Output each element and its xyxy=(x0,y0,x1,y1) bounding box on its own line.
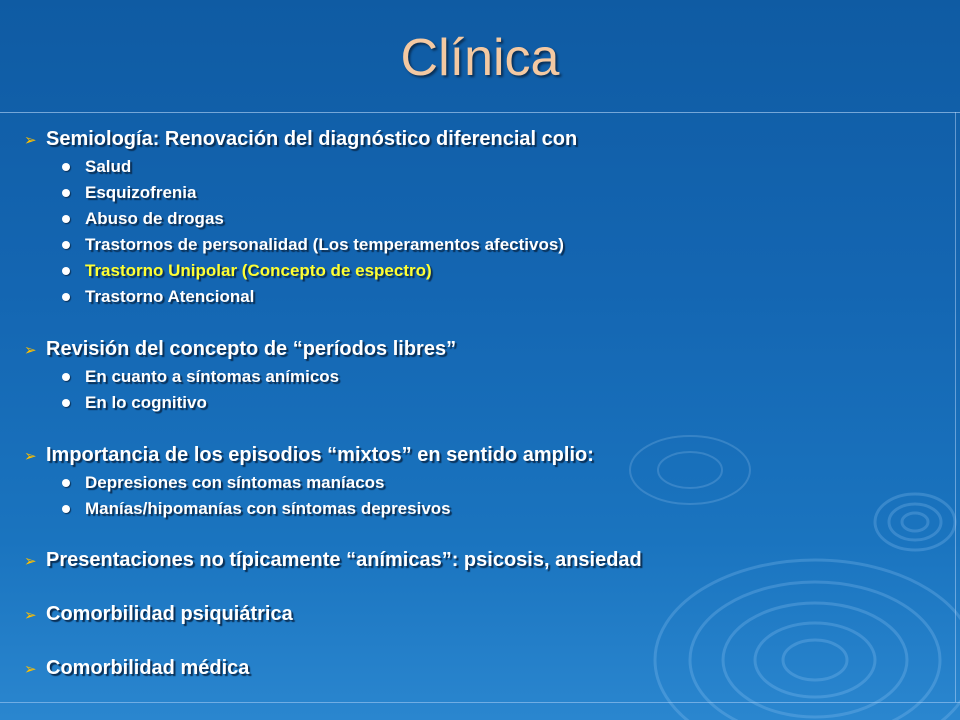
list-item xyxy=(62,496,924,522)
slide-body xyxy=(24,126,924,683)
arrow-bullet-icon: ➢ xyxy=(24,553,37,570)
list-item-label: Trastornos de personalidad (Los temperamentos afectivos) xyxy=(85,235,564,254)
dot-bullet-icon xyxy=(62,267,70,275)
arrow-bullet-icon: ➢ xyxy=(24,448,37,465)
section-heading: Semiología: Renovación del diagnóstico diferencial con xyxy=(46,128,578,150)
dot-bullet-icon xyxy=(62,479,70,487)
section-heading: Importancia de los episodios “mixtos” en sentido amplio: xyxy=(46,444,594,466)
arrow-bullet-icon: ➢ xyxy=(24,607,37,624)
section-comorbilidad-medica xyxy=(24,655,924,683)
section-heading: Revisión del concepto de “períodos libres” xyxy=(46,338,457,360)
list-item-label: Depresiones con síntomas maníacos xyxy=(85,473,385,492)
list-item xyxy=(62,232,924,258)
spacer xyxy=(24,522,924,547)
arrow-bullet-icon: ➢ xyxy=(24,342,37,359)
section-heading: Presentaciones no típicamente “anímicas”: psicosis, ansiedad xyxy=(46,549,642,571)
dot-bullet-icon xyxy=(62,399,70,407)
dot-bullet-icon xyxy=(62,241,70,249)
list-item xyxy=(62,390,924,416)
section-periodos-libres xyxy=(24,336,924,364)
list-item xyxy=(62,206,924,232)
list-item xyxy=(62,180,924,206)
list-item xyxy=(62,364,924,390)
dot-bullet-icon xyxy=(62,163,70,171)
list-item xyxy=(62,154,924,180)
dot-bullet-icon xyxy=(62,293,70,301)
slide-title: Clínica xyxy=(400,29,560,87)
dot-bullet-icon xyxy=(62,505,70,513)
list-item-label: Esquizofrenia xyxy=(85,183,197,202)
section-comorbilidad-psiquiatrica xyxy=(24,601,924,629)
spacer xyxy=(24,629,924,655)
spacer xyxy=(24,416,924,442)
section-semiologia xyxy=(24,126,924,154)
dot-bullet-icon xyxy=(62,189,70,197)
list-item-label: Trastorno Atencional xyxy=(85,287,255,306)
list-item xyxy=(62,284,924,310)
frame-line-right xyxy=(955,112,956,702)
arrow-bullet-icon: ➢ xyxy=(24,132,37,149)
dot-bullet-icon xyxy=(62,215,70,223)
list-item-label: Salud xyxy=(85,157,132,176)
list-item-label: En cuanto a síntomas anímicos xyxy=(85,367,340,386)
list-item-label: Abuso de drogas xyxy=(85,209,224,228)
frame-line-bottom xyxy=(0,702,960,703)
section-heading: Comorbilidad médica xyxy=(46,657,250,679)
section-heading: Comorbilidad psiquiátrica xyxy=(46,603,293,625)
list-item-label: Trastorno Unipolar (Concepto de espectro) xyxy=(85,261,432,280)
spacer xyxy=(24,310,924,336)
spacer xyxy=(24,575,924,601)
section-episodios-mixtos xyxy=(24,442,924,470)
list-item xyxy=(62,470,924,496)
arrow-bullet-icon: ➢ xyxy=(24,661,37,678)
list-item-highlighted xyxy=(62,258,924,284)
list-item-label: Manías/hipomanías con síntomas depresivos xyxy=(85,499,451,518)
title-divider xyxy=(0,112,960,113)
dot-bullet-icon xyxy=(62,373,70,381)
list-item-label: En lo cognitivo xyxy=(85,393,207,412)
section-presentaciones xyxy=(24,547,924,575)
